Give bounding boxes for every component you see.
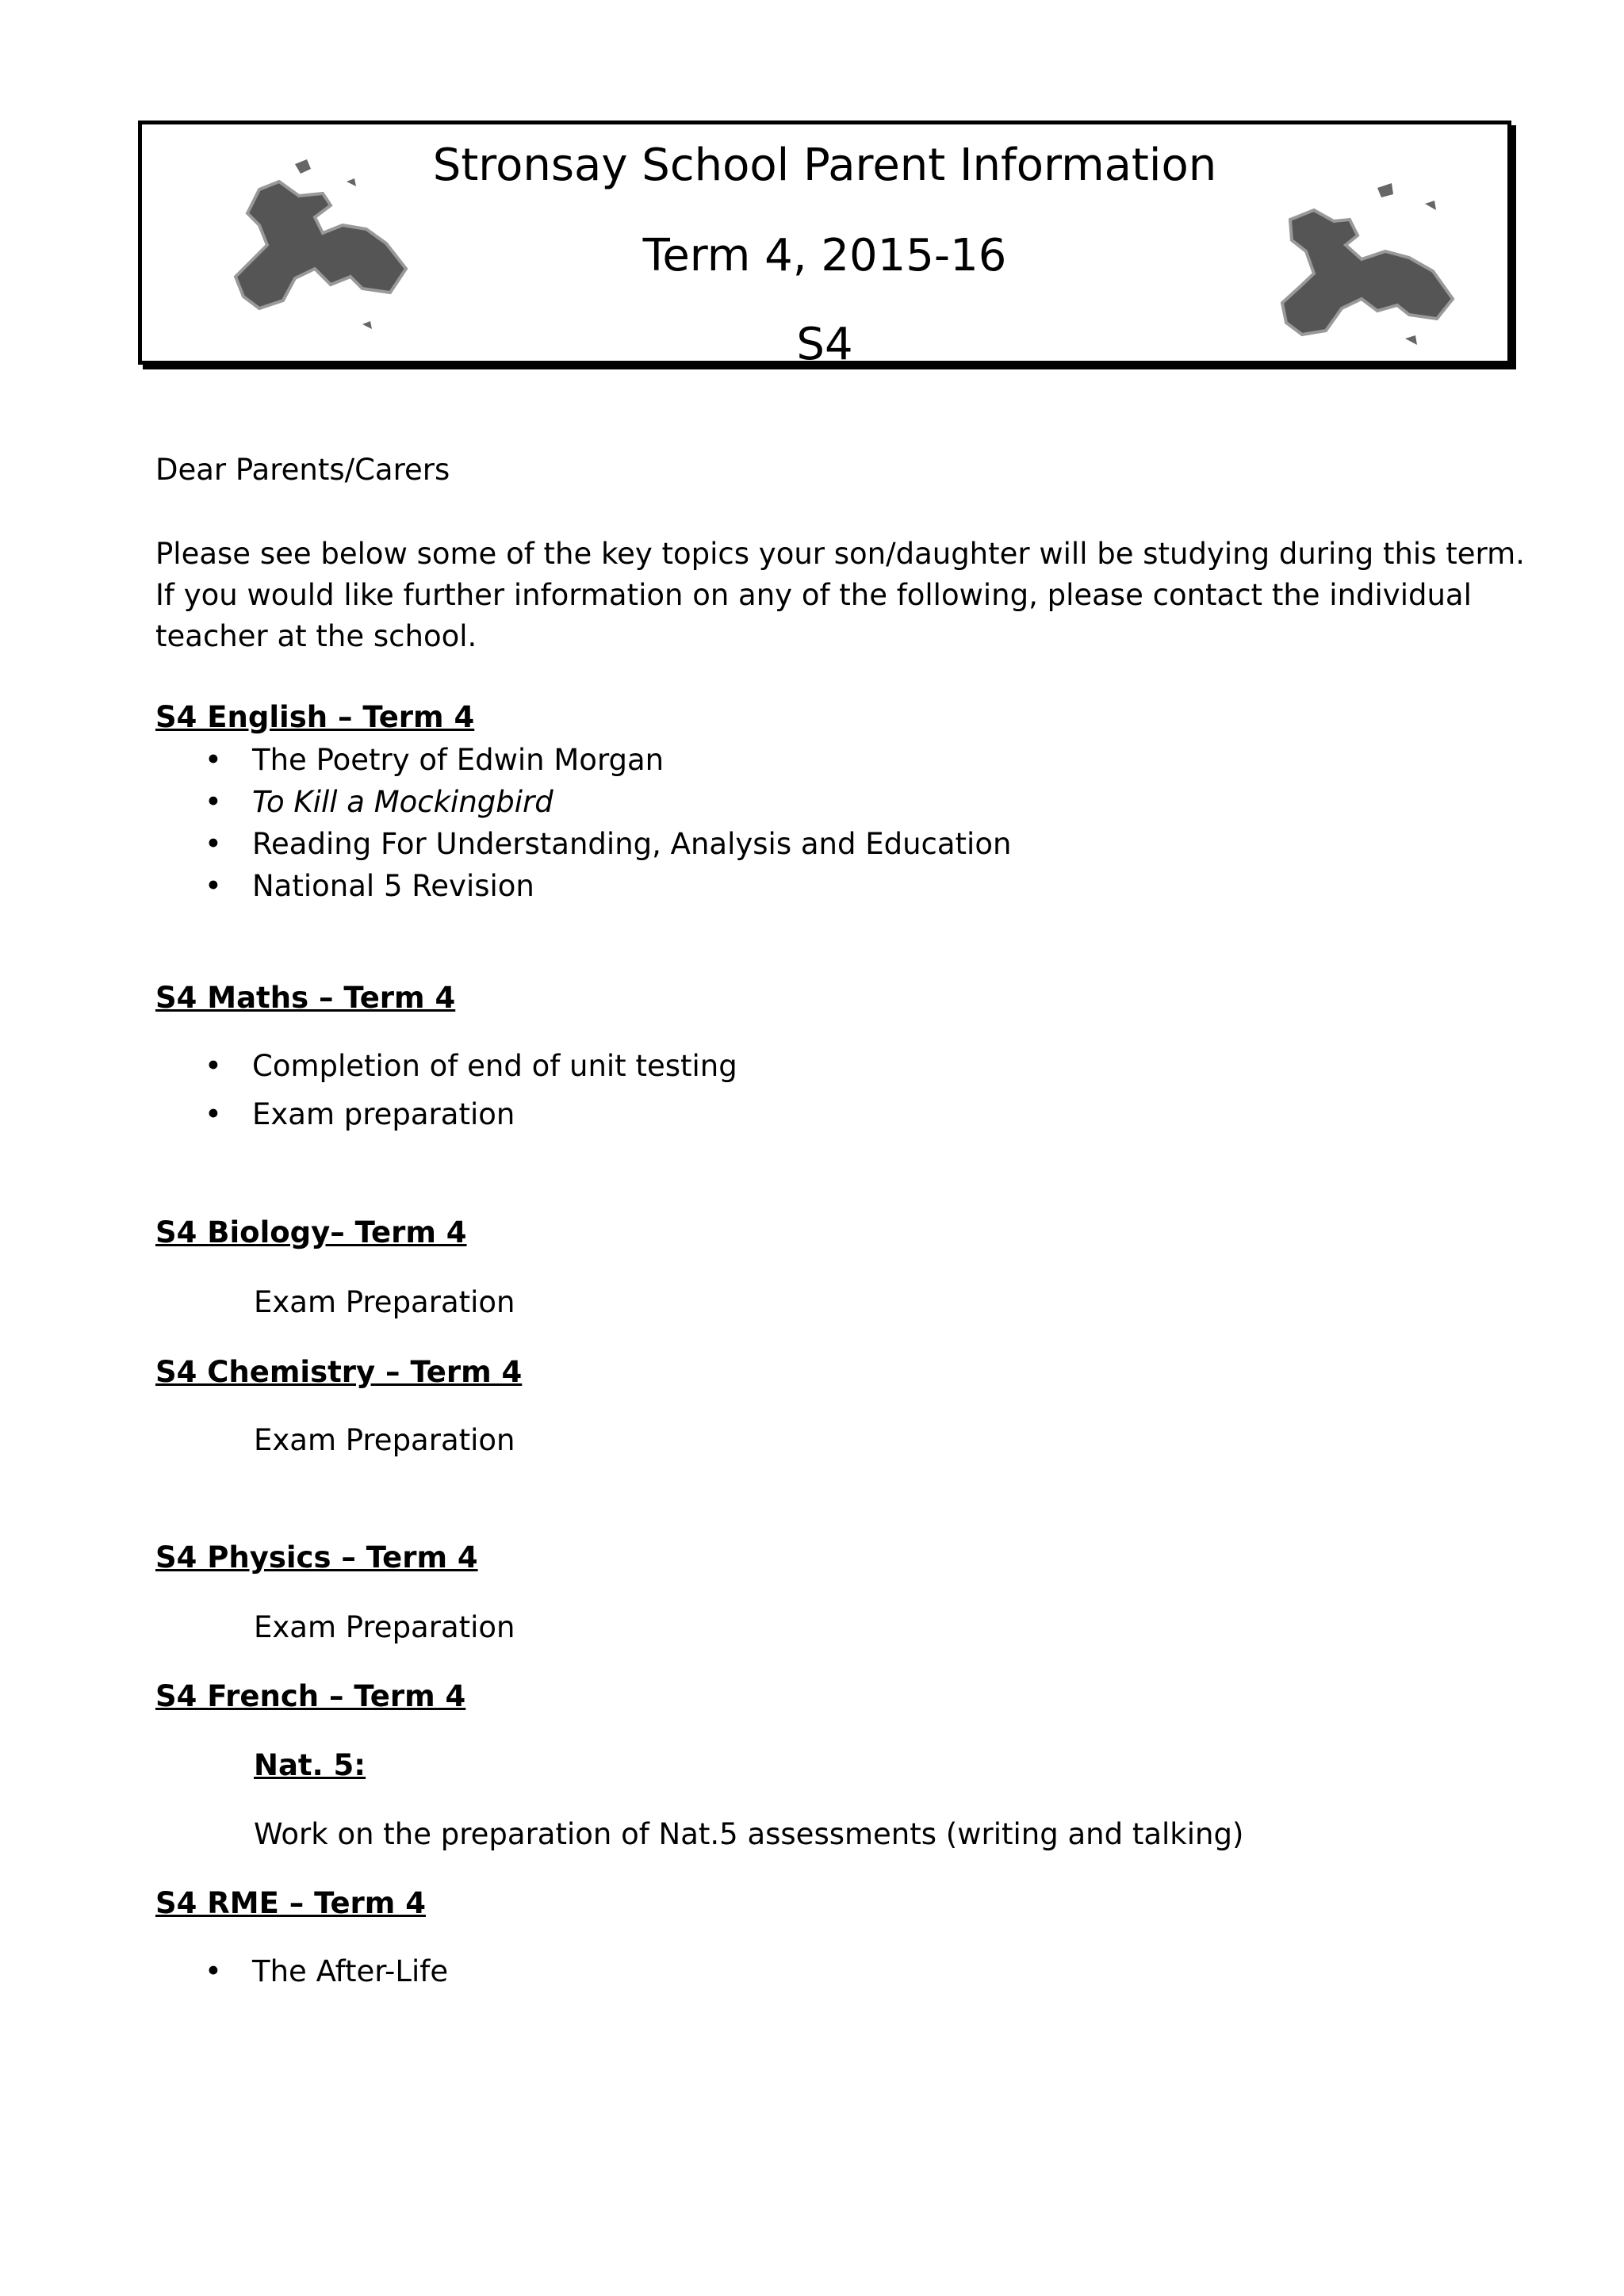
intro-line-1: Please see below some of the key topics your son/daughter will be studying during this term. (155, 537, 1525, 571)
list-item: •Completion of end of unit testing (205, 1047, 737, 1086)
bullet-icon (205, 825, 252, 864)
list-item: •The After-Life (205, 1952, 448, 1992)
maths-heading: S4 Maths – Term 4 (155, 981, 456, 1015)
school-title: Stronsay School Parent Information (432, 140, 1217, 191)
bullet-icon (205, 1952, 252, 1992)
bullet-icon (205, 1095, 252, 1135)
list-item: •National 5 Revision (205, 867, 534, 906)
biology-heading: S4 Biology– Term 4 (155, 1215, 467, 1249)
list-item: •To Kill a Mockingbird (205, 783, 553, 822)
french-heading: S4 French – Term 4 (155, 1679, 466, 1713)
year-group: S4 (796, 319, 853, 370)
bullet-icon (205, 867, 252, 906)
french-text: Work on the preparation of Nat.5 assessments (writing and talking) (254, 1817, 1244, 1851)
chemistry-heading: S4 Chemistry – Term 4 (155, 1355, 523, 1389)
bullet-icon (205, 1047, 252, 1086)
bullet-icon (205, 740, 252, 780)
greeting: Dear Parents/Carers (155, 453, 450, 487)
physics-heading: S4 Physics – Term 4 (155, 1540, 478, 1575)
biology-text: Exam Preparation (254, 1285, 515, 1319)
header-box (138, 121, 1511, 370)
bullet-icon (205, 783, 252, 822)
list-item: •Exam preparation (205, 1095, 515, 1135)
list-item: •Reading For Understanding, Analysis and Education (205, 825, 1011, 864)
rme-heading: S4 RME – Term 4 (155, 1886, 426, 1920)
french-subheading: Nat. 5: (254, 1748, 366, 1782)
list-item: •The Poetry of Edwin Morgan (205, 740, 664, 780)
term-title: Term 4, 2015-16 (642, 230, 1007, 281)
physics-text: Exam Preparation (254, 1610, 515, 1644)
intro-line-2: If you would like further information on any of the following, please contact the individual (155, 578, 1472, 612)
intro-line-3: teacher at the school. (155, 619, 477, 653)
english-heading: S4 English – Term 4 (155, 700, 475, 734)
chemistry-text: Exam Preparation (254, 1423, 515, 1457)
